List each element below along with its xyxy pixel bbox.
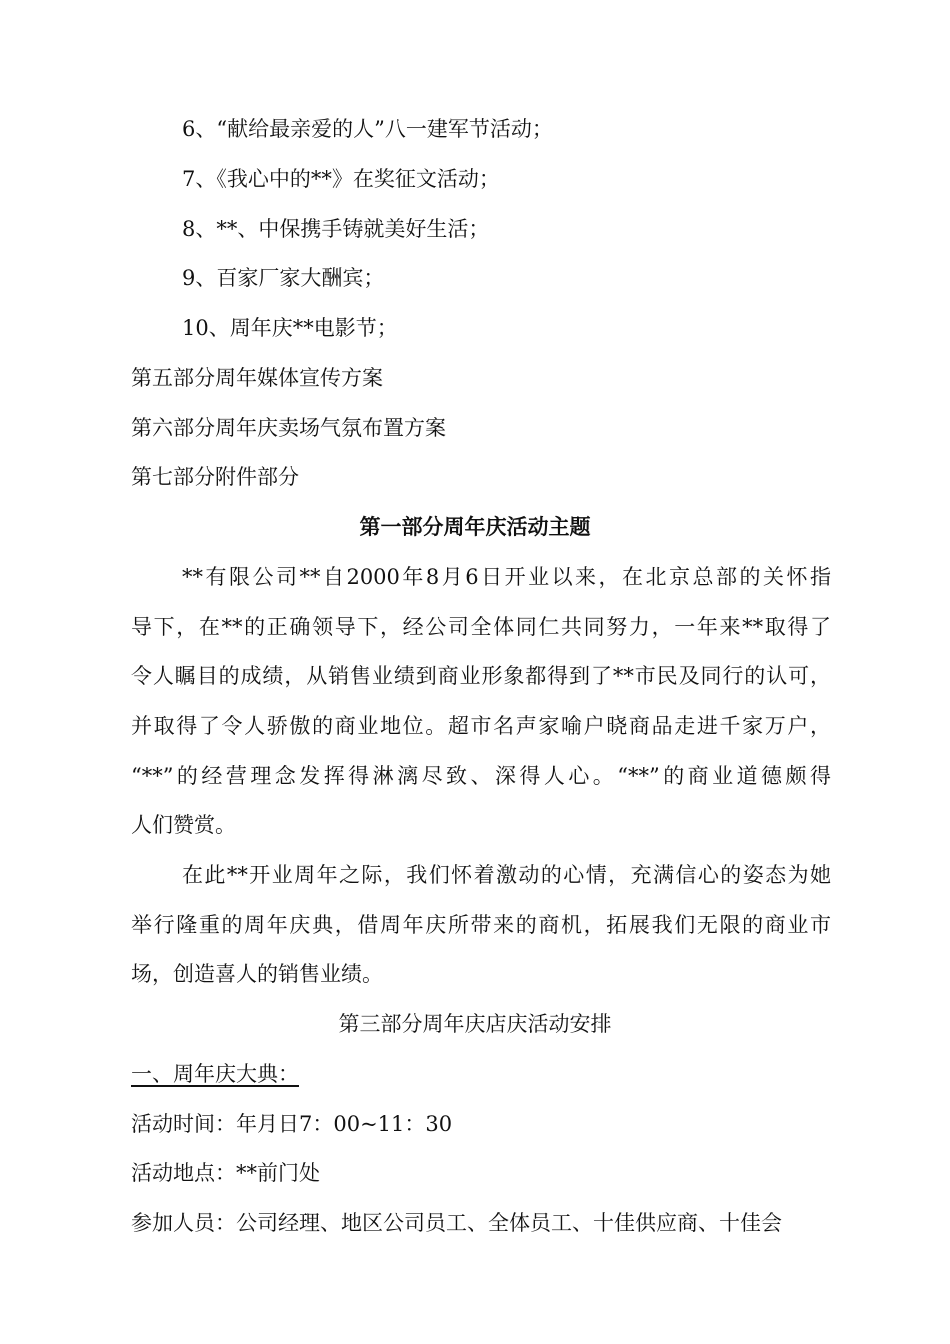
section-title: 第三部分周年庆店庆活动安排 [338,1012,612,1036]
paragraph-line: 人们赞赏。 [131,813,236,837]
list-item: 7、《我心中的**》在奖征文活动； [182,167,500,191]
toc-line: 第七部分附件部分 [131,465,299,489]
paragraph-line: 在此**开业周年之际，我们怀着激动的心情，充满信心的姿态为她 [182,863,831,887]
list-item: 6、“献给最亲爱的人”八一建军节活动； [182,117,553,141]
paragraph-line: 场，创造喜人的销售业绩。 [131,962,383,986]
activity-location: 活动地点：**前门处 [131,1161,320,1185]
toc-line: 第五部分周年媒体宣传方案 [131,366,383,390]
list-item: 10、周年庆**电影节； [182,316,398,340]
toc-line: 第六部分周年庆卖场气氛布置方案 [131,416,446,440]
list-item: 8、**、中保携手铸就美好生活； [182,217,490,241]
paragraph-line: 举行隆重的周年庆典，借周年庆所带来的商机，拓展我们无限的商业市 [131,913,831,937]
activity-participants: 参加人员：公司经理、地区公司员工、全体员工、十佳供应商、十佳会 [131,1211,782,1235]
subheading: 一、周年庆大典： [131,1062,299,1086]
paragraph-line: “**”的经营理念发挥得淋漓尽致、深得人心。“**”的商业道德颇得 [131,764,831,788]
list-item: 9、百家厂家大酬宾； [182,266,385,290]
paragraph-line: 令人瞩目的成绩，从销售业绩到商业形象都得到了**市民及同行的认可， [131,664,831,688]
section-title: 第一部分周年庆活动主题 [359,514,591,539]
paragraph-line: **有限公司**自2000年8月6日开业以来，在北京总部的关怀指 [182,565,831,589]
paragraph-line: 导下，在**的正确领导下，经公司全体同仁共同努力，一年来**取得了 [131,615,831,639]
activity-time: 活动时间：年月日7：00~11：30 [131,1112,453,1136]
paragraph-line: 并取得了令人骄傲的商业地位。超市名声家喻户晓商品走进千家万户， [131,714,831,738]
